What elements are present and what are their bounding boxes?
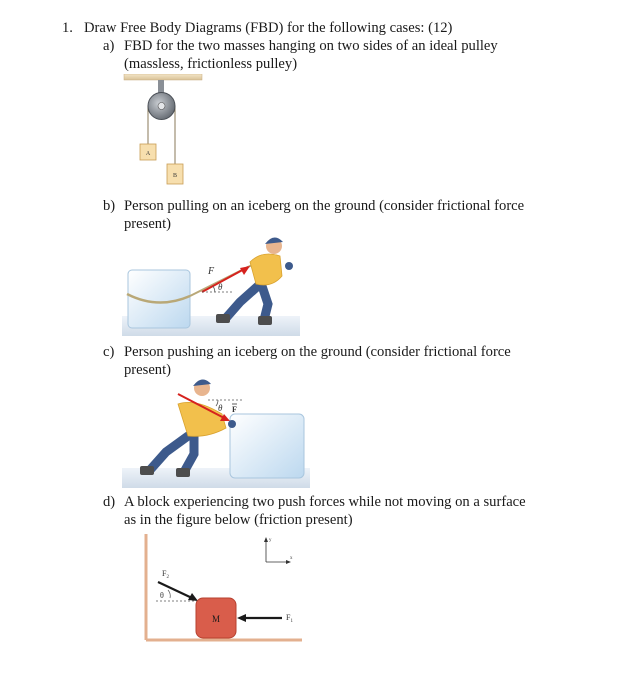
mass-a-label: A: [145, 151, 151, 157]
pull-iceberg-figure: [122, 232, 300, 336]
question-number: 1.: [62, 20, 73, 36]
part-c-line1: Person pushing an iceberg on the ground (consider frictional force: [124, 344, 511, 360]
person-boot-back: [140, 466, 154, 475]
angle-label: θ: [218, 403, 223, 413]
mass-b-label: B: [172, 173, 178, 179]
person-jacket: [250, 254, 282, 285]
angle-arc: [213, 286, 215, 292]
f1-subscript: 1: [290, 619, 293, 624]
angle-label: θ: [160, 591, 164, 600]
person-front-leg: [262, 286, 268, 320]
part-a-letter: a): [103, 38, 115, 54]
part-d-line1: A block experiencing two push forces while not moving on a surface: [124, 494, 526, 510]
person-boot-front: [258, 316, 272, 325]
force-label: F: [232, 405, 237, 414]
force-label: F: [208, 266, 215, 277]
pulley-axle: [158, 103, 165, 110]
x-axis-label: x: [290, 556, 293, 561]
person-boot-front: [176, 468, 190, 477]
part-a-line2: (massless, frictionless pulley): [124, 56, 298, 72]
person-glove: [228, 420, 236, 428]
y-axis-label: y: [269, 538, 272, 543]
person-back-leg: [226, 286, 258, 318]
f1-arrowhead: [237, 614, 246, 622]
f2-subscript: 2: [166, 575, 169, 580]
y-axis-arrowhead: [264, 537, 268, 542]
part-b-line2: present): [124, 216, 172, 232]
part-c-line2: present): [124, 362, 172, 378]
iceberg-block: [230, 414, 304, 478]
part-d-line2: as in the figure below (friction present): [124, 512, 353, 528]
part-a-line1: FBD for the two masses hanging on two sides of an ideal pulley: [124, 38, 498, 54]
block-forces-figure: [140, 532, 304, 648]
f1-label: $F_1$: [286, 613, 293, 624]
part-b-letter: b): [103, 198, 116, 214]
person-back-leg: [150, 436, 188, 470]
angle-arc: [168, 590, 170, 598]
push-iceberg-figure: [122, 374, 310, 488]
ceiling-beam: [124, 74, 202, 80]
pulley-figure: [118, 74, 208, 192]
part-c-letter: c): [103, 344, 115, 360]
part-d-letter: d): [103, 494, 116, 510]
person-boot-back: [216, 314, 230, 323]
angle-label: θ: [218, 282, 223, 292]
f2-label: $F_2$: [162, 569, 169, 580]
question-title: Draw Free Body Diagrams (FBD) for the following cases: (12): [84, 20, 453, 36]
force-arrowhead: [240, 266, 250, 275]
part-b-line1: Person pulling on an iceberg on the ground (consider frictional force: [124, 198, 525, 214]
mass-label: M: [211, 614, 221, 624]
person-glove: [285, 262, 293, 270]
